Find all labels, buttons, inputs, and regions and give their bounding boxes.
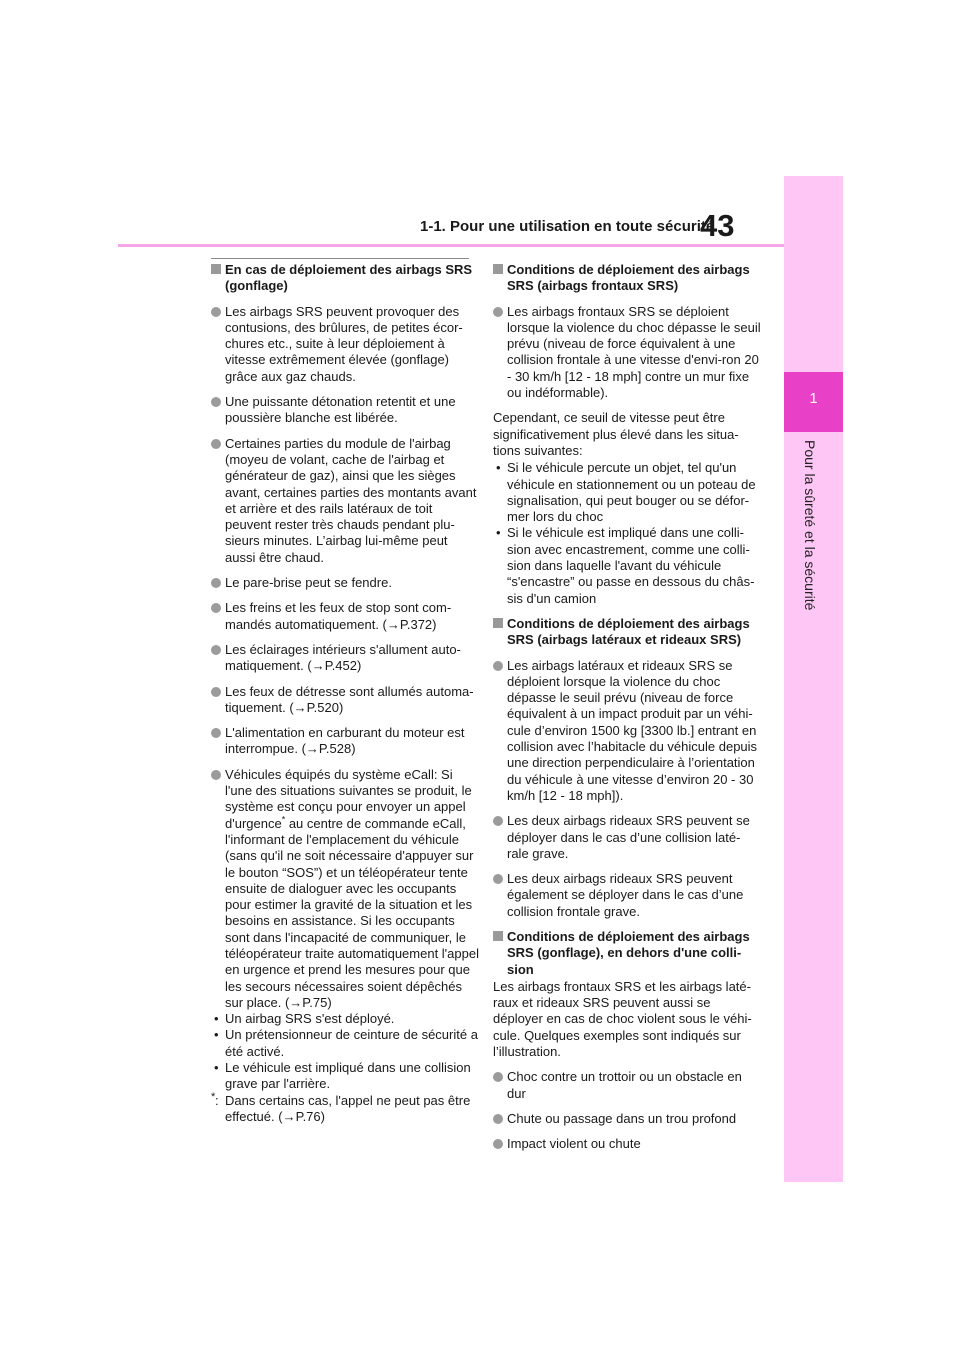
list-item: Une puissante détonation retentit et une poussière blanche est libérée. (211, 394, 479, 427)
circle-bullet-icon (211, 307, 221, 317)
section-heading: Conditions de déploiement des airbags SRS (gonflage), en dehors d'une colli-sion (493, 929, 761, 978)
list-item: Chute ou passage dans un trou profond (493, 1111, 761, 1127)
section-title: 1-1. Pour une utilisation en toute sécurité (420, 218, 715, 235)
square-bullet-icon (493, 264, 503, 274)
list-item: Certaines parties du module de l'airbag (moyeu de volant, cache de l'airbag et générateur de gaz), ainsi que les sièges avant, certaines parties des montants avant et arrière et des rails latéraux de toit peuvent rester très chauds pendant plu-sieurs minutes. L’airbag lui-même peut aussi être chaud. (211, 436, 479, 566)
circle-bullet-icon (493, 307, 503, 317)
circle-bullet-icon (493, 661, 503, 671)
left-column (211, 262, 479, 1125)
list-item: Les éclairages intérieurs s'allument auto-matiquement. (→P.452) (211, 642, 479, 675)
page-number: 43 (700, 208, 735, 243)
list-item-ecall: Véhicules équipés du système eCall: Si l'une des situations suivantes se produit, le système est conçu pour envoyer un appel d'urgence* au centre de commande eCall, l'informant de l'emplacement du véhicule (sans qu'il ne soit nécessaire d'appuyer sur le bouton “SOS”) et un téléopérateur tente ensuite de dialoguer avec les occupants pour estimer la gravité de la situation et les besoins en assistance. Si les occupants sont dans l'incapacité de communiquer, le téléopérateur traite automatiquement l'appel en urgence et prend les mesures pour que les secours nécessaires soient dépêchés sur place. (→P.75) (211, 767, 479, 1011)
circle-bullet-icon (211, 578, 221, 588)
circle-bullet-icon (493, 1114, 503, 1124)
sub-list-item: • Un airbag SRS s'est déployé. (214, 1011, 395, 1027)
footnote: * : Dans certains cas, l'appel ne peut pas être effectué. (→P.76) (211, 1090, 471, 1124)
list-item: Les deux airbags rideaux SRS peuvent se déployer dans le cas d’une collision laté-rale grave. (493, 813, 761, 862)
square-bullet-icon (211, 264, 221, 274)
circle-bullet-icon (211, 645, 221, 655)
square-bullet-icon (493, 931, 503, 941)
right-column (493, 262, 761, 1162)
sub-list-item: • Un prétensionneur de ceinture de sécurité a été activé. (214, 1027, 478, 1059)
list-item: Le pare-brise peut se fendre. (211, 575, 479, 591)
list-item: Les deux airbags rideaux SRS peuvent également se déployer dans le cas d’une collision frontale grave. (493, 871, 761, 920)
list-item: Impact violent ou chute (493, 1136, 761, 1152)
circle-bullet-icon (211, 603, 221, 613)
paragraph: Les airbags frontaux SRS et les airbags laté-raux et rideaux SRS peuvent aussi se déployer en cas de choc violent sous le véhi-cule. Quelques exemples sont indiqués sur l’illustration. (493, 978, 752, 1060)
list-item: Les feux de détresse sont allumés automa-tiquement. (→P.520) (211, 684, 479, 717)
side-tab-chapter-label: Pour la sûreté et la sécurité (802, 440, 818, 611)
section-heading: Conditions de déploiement des airbags SRS (airbags latéraux et rideaux SRS) (493, 616, 761, 649)
sub-list-item: • Si le véhicule percute un objet, tel qu'un véhicule en stationnement ou un poteau de signalisation, qui peut bouger ou se défor-mer lors du choc (496, 460, 756, 525)
circle-bullet-icon (493, 1072, 503, 1082)
sub-list-item: • Le véhicule est impliqué dans une collision grave par l'arrière. (214, 1060, 471, 1092)
section-heading: Conditions de déploiement des airbags SRS (airbags frontaux SRS) (493, 262, 761, 295)
footnote-marker: * (281, 814, 286, 825)
list-item: L'alimentation en carburant du moteur est interrompue. (→P.528) (211, 725, 479, 758)
side-tab-chapter-number: 1 (809, 390, 818, 407)
circle-bullet-icon (211, 439, 221, 449)
header-rule (118, 244, 784, 247)
circle-bullet-icon (211, 397, 221, 407)
square-bullet-icon (493, 618, 503, 628)
section-heading: En cas de déploiement des airbags SRS (gonflage) (211, 262, 479, 295)
paragraph: Cependant, ce seuil de vitesse peut être significativement plus élevé dans les situa-tions suivantes: (493, 410, 739, 458)
list-item: Choc contre un trottoir ou un obstacle en dur (493, 1069, 761, 1102)
list-item: Les airbags SRS peuvent provoquer des contusions, des brûlures, de petites écor-chures etc., suite à leur déploiement à vitesse extrêmement élevée (gonflage) grâce aux gaz chauds. (211, 304, 479, 385)
circle-bullet-icon (493, 1139, 503, 1149)
circle-bullet-icon (211, 770, 221, 780)
sub-list-item: • Si le véhicule est impliqué dans une colli-sion avec encastrement, comme une colli-sion dans laquelle l'avant du véhicule “s'encastre” ou passe en dessous du châs-sis d'un camion (496, 525, 755, 606)
circle-bullet-icon (493, 816, 503, 826)
list-item: Les freins et les feux de stop sont com-mandés automatiquement. (→P.372) (211, 600, 479, 633)
circle-bullet-icon (211, 687, 221, 697)
list-item: Les airbags frontaux SRS se déploient lorsque la violence du choc dépasse le seuil prévu (niveau de force équivalent à une collision frontale à une vitesse d'envi-ron 20 - 30 km/h [12 - 18 mph] contre un mur fixe ou indéformable). (493, 304, 761, 402)
circle-bullet-icon (211, 728, 221, 738)
side-tab-strip (784, 176, 843, 1182)
list-item: Les airbags latéraux et rideaux SRS se déploient lorsque la violence du choc dépasse le seuil prévu (niveau de force équivalent à un impact produit par un véhi-cule d’environ 1500 kg [3300 lb.] entrant en collision avec l’habitacle du véhicule depuis une direction perpendiculaire à l’orientation du véhicule à une vitesse d’environ 20 - 30 km/h [12 - 18 mph]). (493, 658, 761, 805)
circle-bullet-icon (493, 874, 503, 884)
